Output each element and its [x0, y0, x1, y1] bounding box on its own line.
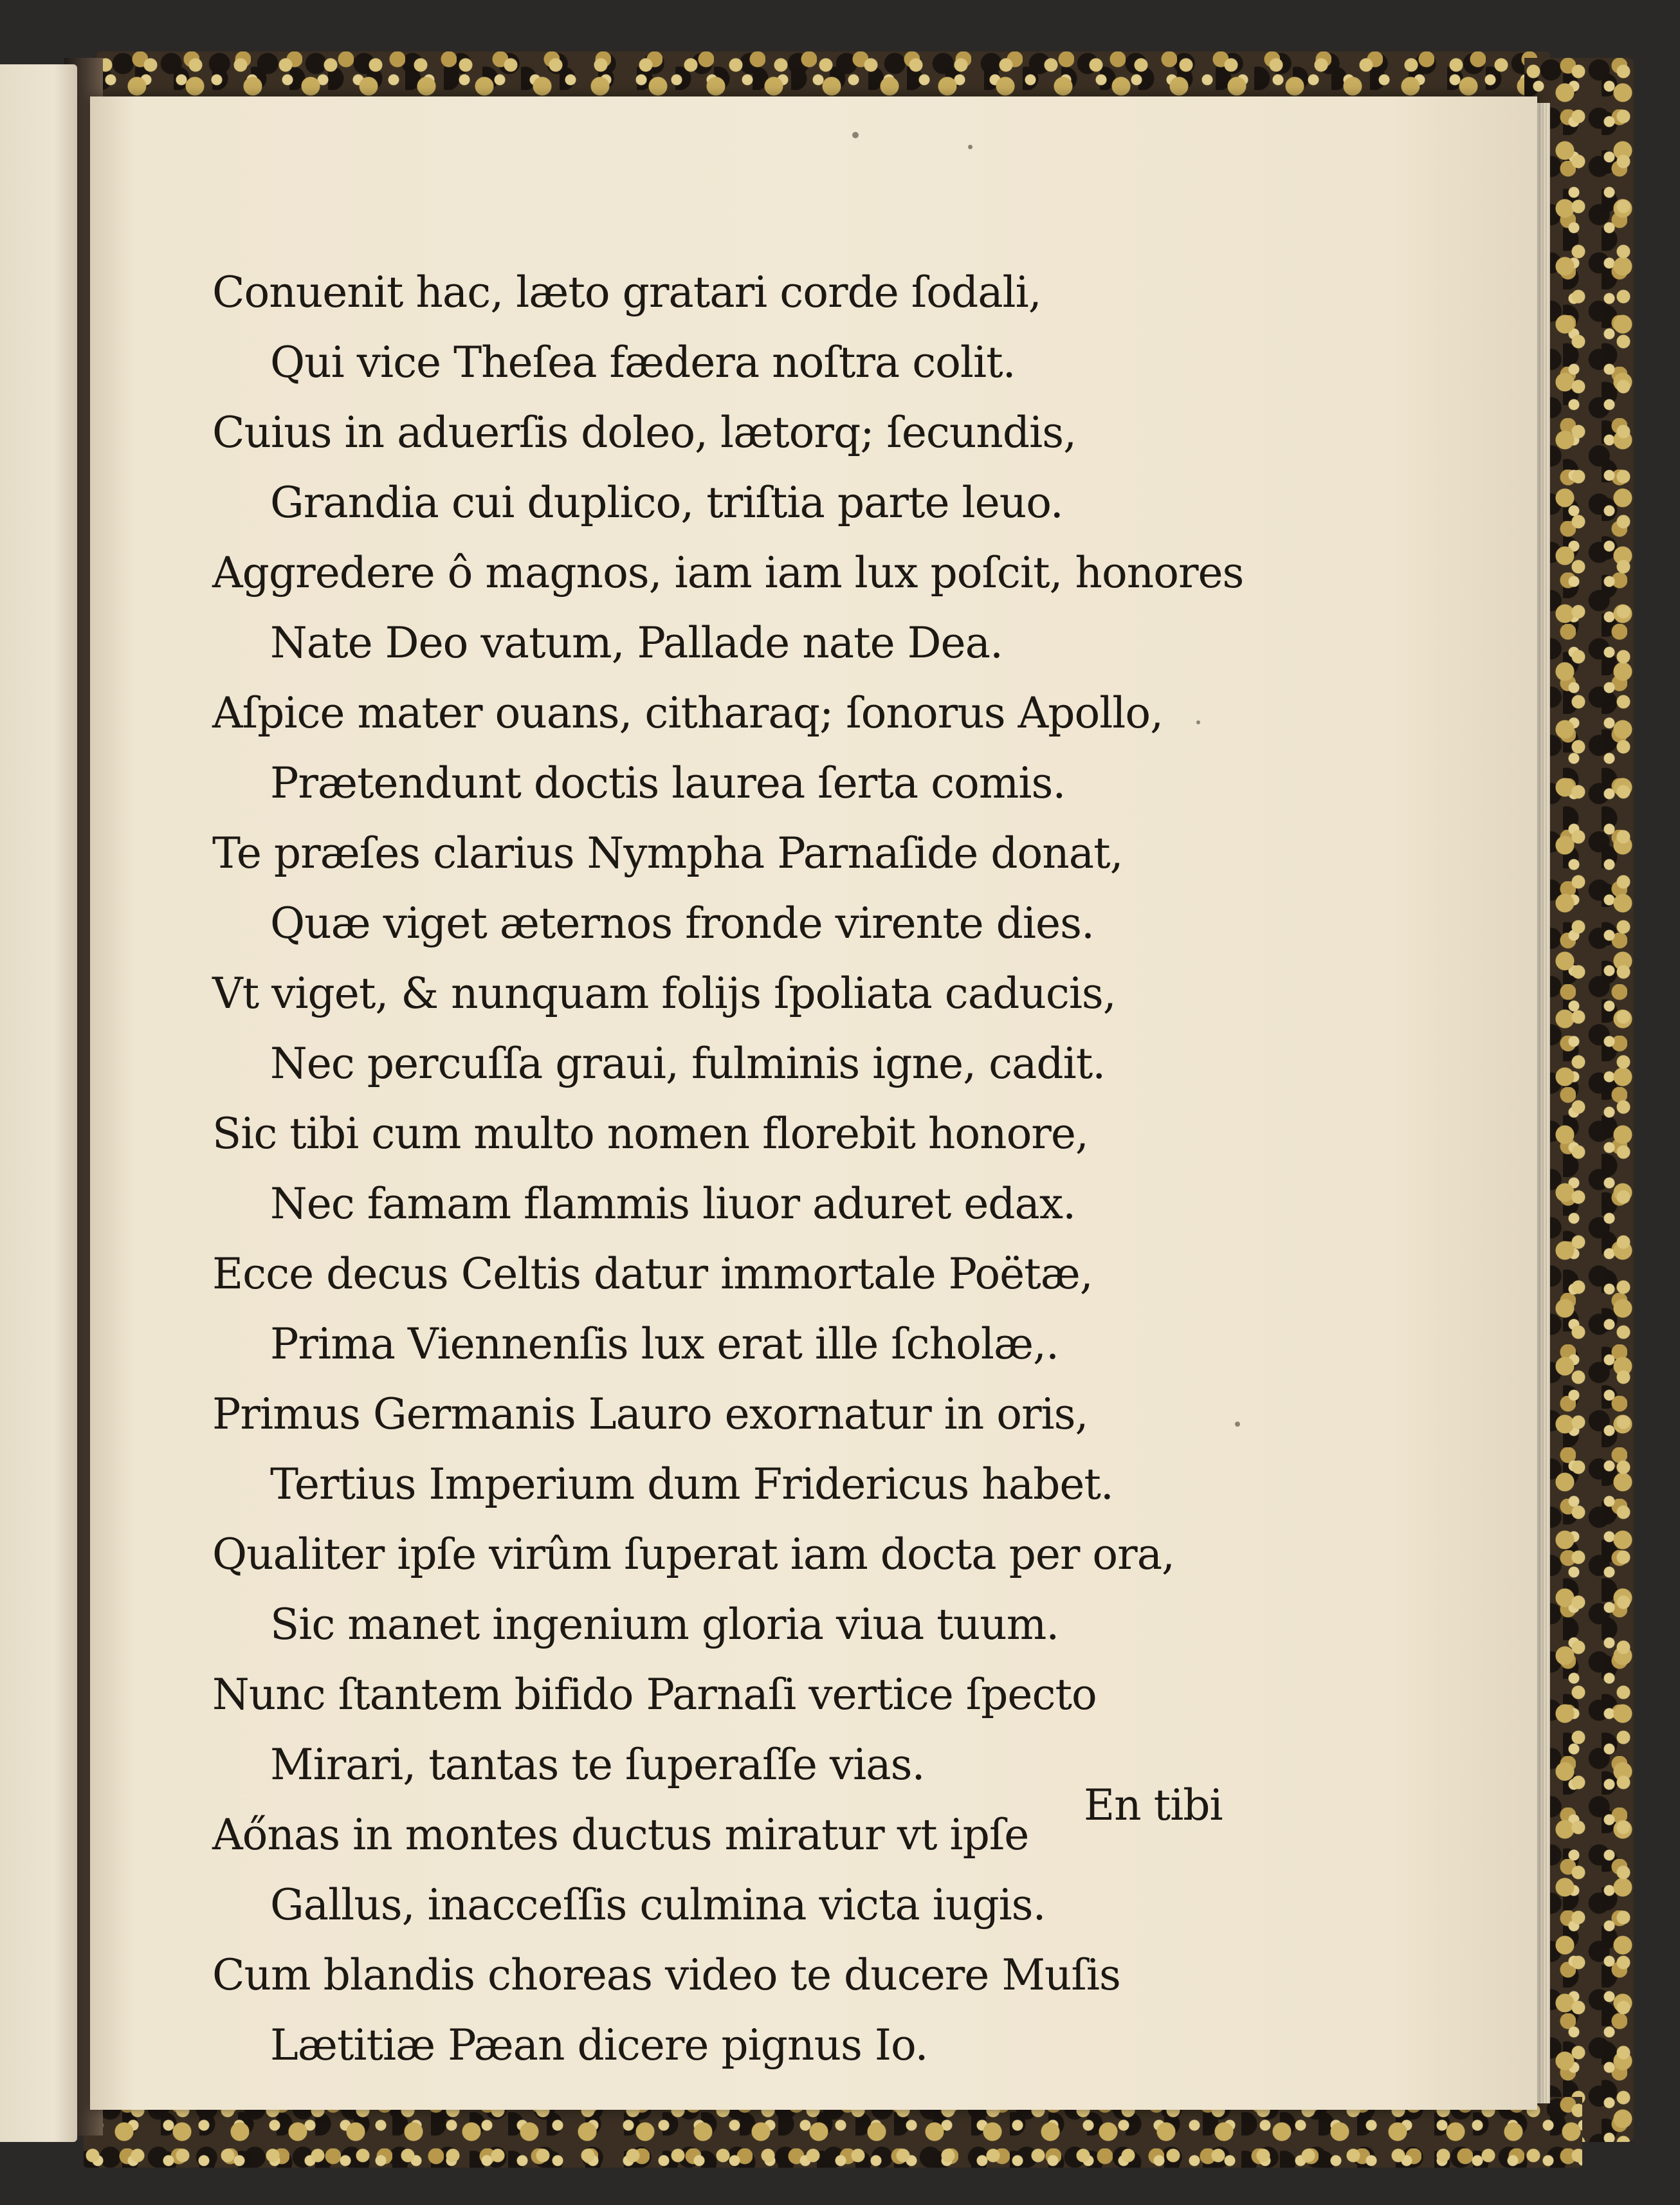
- verse-line: Mirari, tantas te ſuperaſſe vias.: [270, 1740, 925, 1789]
- verse-line: Qui vice Theſea fædera noſtra colit.: [270, 338, 1016, 387]
- verse-line: Nate Deo vatum, Pallade nate Dea.: [270, 618, 1003, 668]
- verse-line: Sic tibi cum multo nomen florebit honore,: [212, 1109, 1088, 1158]
- verse-line: Nec percuſſa graui, fulminis igne, cadit.: [270, 1039, 1106, 1088]
- verse-line: Primus Germanis Lauro exornatur in oris,: [212, 1389, 1088, 1439]
- verse-line: Nec famam flammis liuor aduret edax.: [270, 1179, 1076, 1229]
- ink-speck: [852, 132, 859, 138]
- ink-speck: [968, 145, 972, 149]
- verse-line: Ecce decus Celtis datur immortale Poëtæ,: [212, 1249, 1093, 1299]
- verse-line: Prima Viennenſis lux erat ille ſcholæ,.: [270, 1319, 1059, 1369]
- verse-line: Gallus, inacceſſis culmina victa iugis.: [270, 1880, 1046, 1930]
- verse-line: Cuius in aduerſis doleo, lætorq; ſecundis,: [212, 408, 1077, 457]
- verse-line: Lætitiæ Pæan dicere pignus Io.: [270, 2020, 928, 2070]
- verse-line: Cum blandis choreas video te ducere Muſis: [212, 1950, 1120, 2000]
- verse-line: Vt viget, & nunquam folijs ſpoliata caducis,: [212, 969, 1116, 1018]
- verse-line: Nunc ſtantem bifido Parnaſi vertice ſpecto: [212, 1670, 1097, 1719]
- verse-line: Aſpice mater ouans, citharaq; ſonorus Apollo,: [212, 688, 1164, 738]
- verse-line: Aggredere ô magnos, iam iam lux poſcit, honores: [212, 548, 1244, 598]
- verse-line: Prætendunt doctis laurea ſerta comis.: [270, 758, 1066, 808]
- catchword: En tibi: [1084, 1780, 1223, 1830]
- previous-page-edge: [0, 64, 77, 2142]
- verse-line: Quæ viget æternos fronde virente dies.: [270, 899, 1094, 948]
- verse-line: Qualiter ipſe virûm ſuperat iam docta per ora,: [212, 1530, 1175, 1579]
- ink-speck: [1196, 720, 1200, 724]
- verse-line: Sic manet ingenium gloria viua tuum.: [270, 1600, 1059, 1649]
- ink-speck: [1235, 1422, 1240, 1427]
- verse-line: Conuenit hac, læto gratari corde ſodali,: [212, 268, 1041, 317]
- verse-line: Grandia cui duplico, triſtia parte leuo.: [270, 478, 1063, 527]
- verse-line: Te præſes clarius Nympha Parnaſide donat,: [212, 828, 1123, 878]
- verse-line: Aőnas in montes ductus miratur vt ipſe: [212, 1810, 1029, 1860]
- verse-line: Tertius Imperium dum Fridericus habet.: [270, 1459, 1113, 1509]
